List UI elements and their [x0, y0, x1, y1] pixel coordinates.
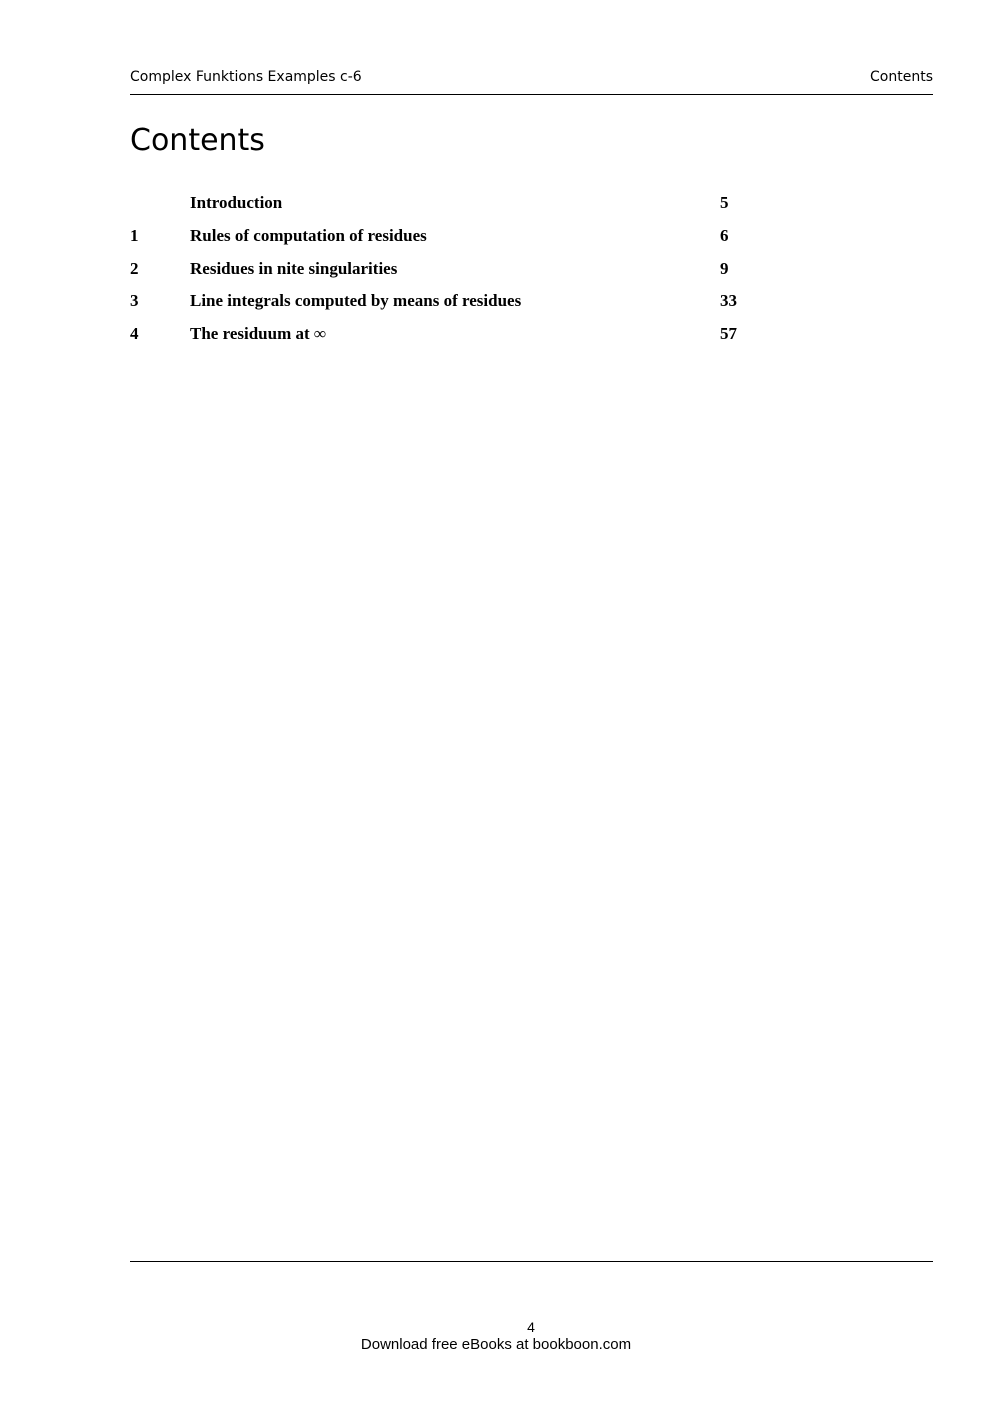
footer-download-note: Download free eBooks at bookboon.com — [360, 1336, 632, 1353]
footer-divider — [130, 1261, 933, 1262]
toc-entry-title: Introduction — [190, 193, 283, 212]
toc-entry-chapter-3[interactable] — [130, 290, 830, 323]
toc-entry-number: 3 — [130, 291, 139, 311]
toc-entry-page: 57 — [720, 324, 737, 343]
toc-entry-page: 6 — [720, 225, 729, 245]
page-title: Contents — [130, 123, 265, 158]
toc-entry-page: 9 — [720, 258, 729, 278]
running-header-section: Contents — [870, 69, 933, 85]
toc-entry-chapter-1[interactable] — [130, 225, 830, 258]
toc-entry-number: 1 — [130, 225, 139, 245]
toc-entry-title: Residues in nite singularities — [190, 258, 398, 278]
toc-entry-title: Line integrals computed by means of residues — [190, 291, 522, 311]
toc-entry-chapter-2[interactable] — [130, 258, 830, 291]
toc-entry-introduction[interactable] — [130, 192, 830, 225]
toc-entry-chapter-4[interactable] — [130, 323, 830, 356]
table-of-contents — [130, 192, 830, 356]
toc-entry-title: The residuum at ∞ — [190, 324, 327, 343]
toc-entry-page: 5 — [720, 193, 729, 212]
page-number: 4 — [527, 1319, 535, 1335]
toc-entry-number: 2 — [130, 258, 139, 278]
toc-entry-page: 33 — [720, 291, 737, 311]
toc-entry-title: Rules of computation of residues — [190, 225, 427, 245]
running-header-title: Complex Funktions Examples c-6 — [130, 69, 362, 85]
header-divider — [130, 94, 933, 95]
toc-entry-number: 4 — [130, 324, 139, 343]
